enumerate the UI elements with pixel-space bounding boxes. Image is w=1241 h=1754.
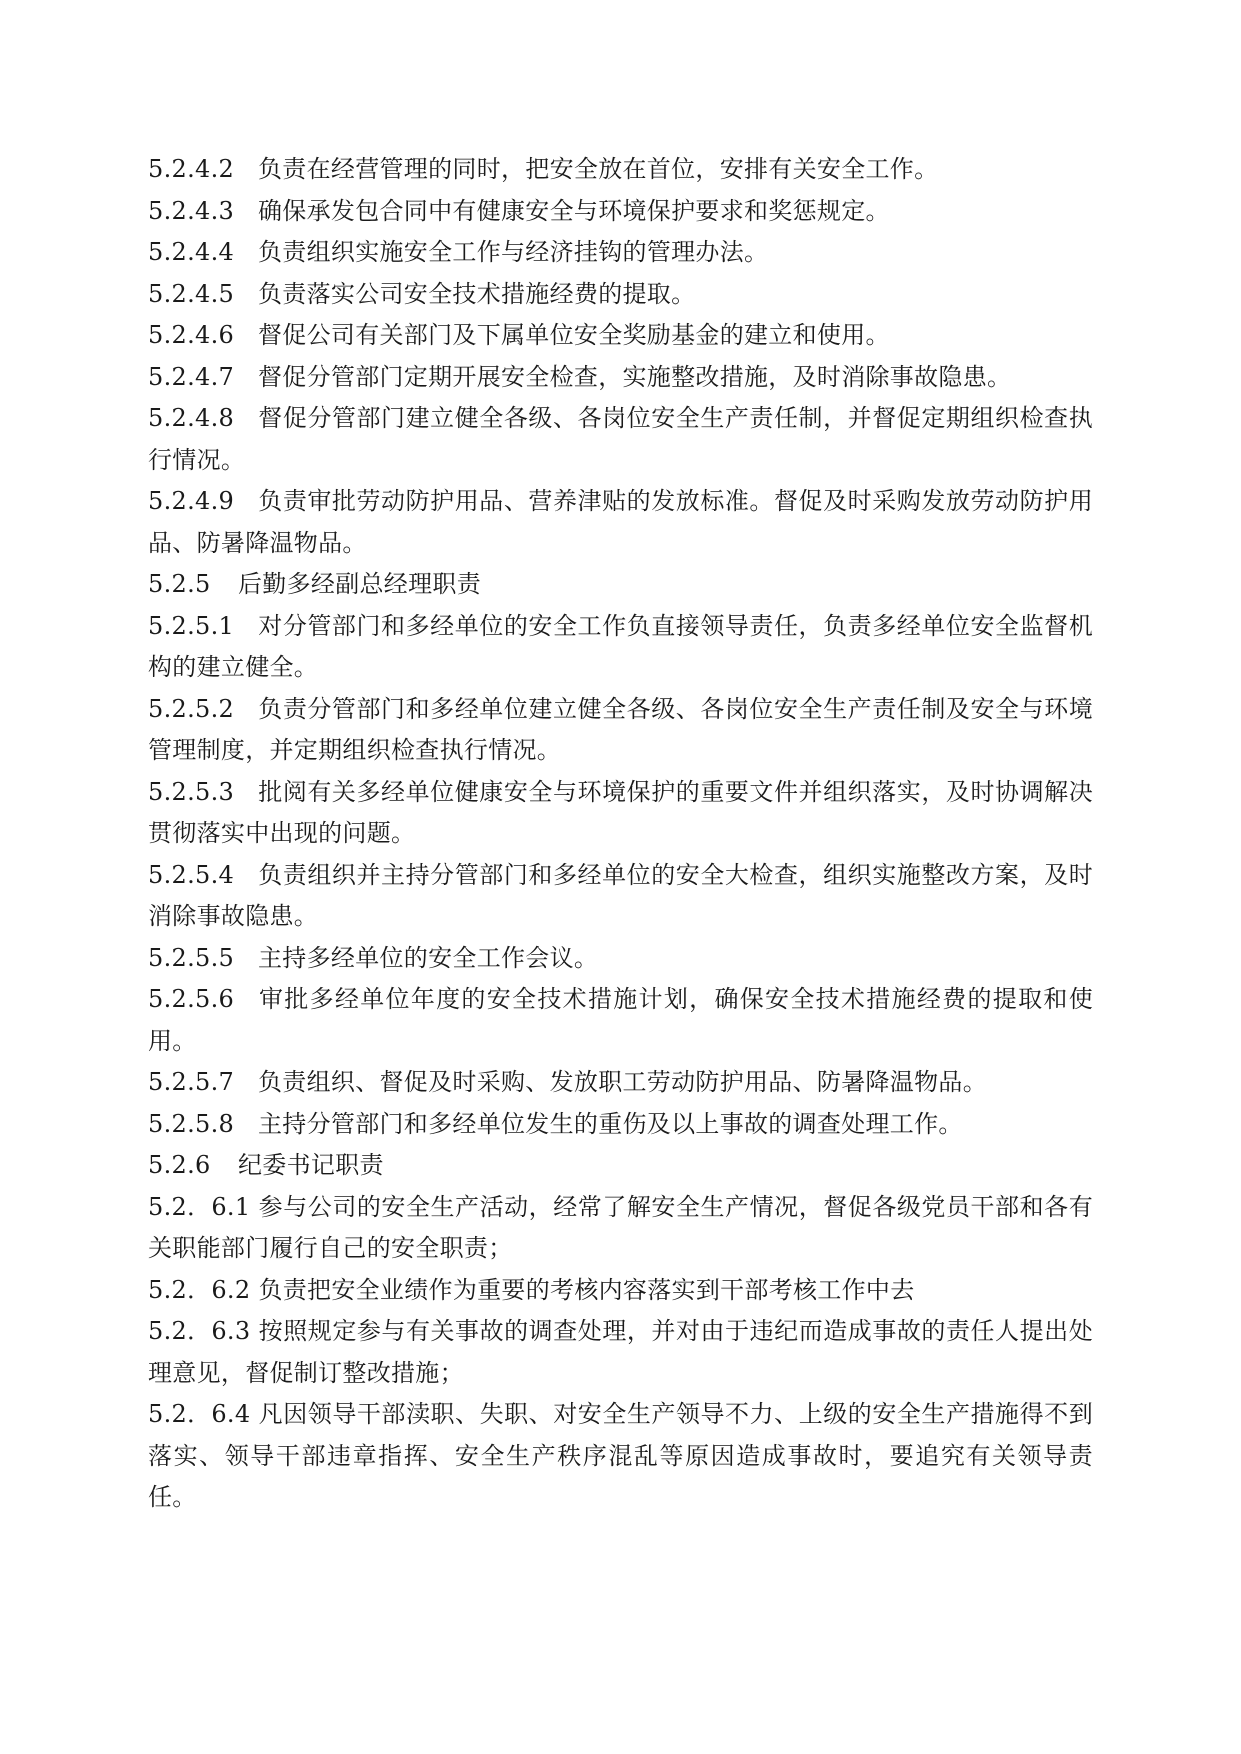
clause-number: 5.2．6.2: [148, 1275, 251, 1304]
clause-5-2-4-7: [148, 357, 1093, 399]
clause-5-2-4-9: [148, 481, 1093, 564]
clause-text: 负责审批劳动防护用品、营养津贴的发放标准。督促及时采购发放劳动防护用品、防暑降温物品。: [148, 487, 1093, 557]
clause-number: 5.2.4.8: [148, 404, 235, 432]
clause-number: 5.2.4.7: [148, 362, 235, 391]
section-number: 5.2.6: [148, 1151, 211, 1179]
clause-number: 5.2.4.2: [148, 155, 235, 183]
clause-5-2-4-6: [148, 315, 1093, 357]
clause-text: 参与公司的安全生产活动，经常了解安全生产情况，督促各级党员干部和各有关职能部门履行自己的安全职责；: [148, 1192, 1093, 1262]
clause-number: 5.2.4.6: [148, 321, 235, 349]
clause-text: 负责把安全业绩作为重要的考核内容落实到干部考核工作中去: [258, 1275, 915, 1304]
clause-number: 5.2.5.6: [148, 985, 235, 1013]
clause-5-2-4-2: [148, 149, 1093, 191]
clause-text: 负责组织并主持分管部门和多经单位的安全大检查，组织实施整改方案，及时消除事故隐患。: [148, 860, 1093, 930]
clause-text: 按照规定参与有关事故的调查处理，并对由于违纪而造成事故的责任人提出处理意见，督促制订整改措施；: [148, 1317, 1093, 1387]
clause-text: 负责在经营管理的同时，把安全放在首位，安排有关安全工作。: [258, 155, 939, 183]
section-number: 5.2.5: [148, 570, 211, 598]
clause-number: 5.2.5.2: [148, 694, 235, 723]
clause-number: 5.2.5.1: [148, 611, 235, 640]
clause-5-2-5-6: [148, 979, 1093, 1062]
clause-text: 主持分管部门和多经单位发生的重伤及以上事故的调查处理工作。: [258, 1109, 963, 1138]
clause-5-2-6-4: [148, 1394, 1093, 1519]
clause-text: 负责分管部门和多经单位建立健全各级、各岗位安全生产责任制及安全与环境管理制度，并定期组织检查执行情况。: [148, 694, 1093, 764]
section-title: 后勤多经副总经理职责: [238, 570, 481, 598]
clause-text: 审批多经单位年度的安全技术措施计划，确保安全技术措施经费的提取和使用。: [148, 985, 1093, 1055]
clause-number: 5.2.5.8: [148, 1109, 235, 1138]
clause-number: 5.2．6.3: [148, 1317, 251, 1345]
clause-number: 5.2.4.4: [148, 238, 235, 266]
clause-5-2-4-5: [148, 274, 1093, 316]
clause-number: 5.2.4.5: [148, 279, 235, 308]
clause-text: 负责组织、督促及时采购、发放职工劳动防护用品、防暑降温物品。: [258, 1068, 987, 1096]
clause-text: 负责组织实施安全工作与经济挂钩的管理办法。: [258, 238, 769, 266]
clause-text: 凡因领导干部渎职、失职、对安全生产领导不力、上级的安全生产措施得不到落实、领导干部违章指挥、安全生产秩序混乱等原因造成事故时，要追究有关领导责任。: [148, 1400, 1093, 1511]
document-body: [148, 149, 1093, 1519]
clause-5-2-6-3: [148, 1311, 1093, 1394]
clause-text: 督促分管部门定期开展安全检查，实施整改措施，及时消除事故隐患。: [258, 362, 1012, 391]
clause-5-2-4-3: [148, 191, 1093, 233]
clause-5-2-5-1: [148, 606, 1093, 689]
clause-5-2-5-2: [148, 689, 1093, 772]
clause-5-2-5-7: [148, 1062, 1093, 1104]
clause-text: 对分管部门和多经单位的安全工作负直接领导责任，负责多经单位安全监督机构的建立健全。: [148, 611, 1093, 681]
clause-number: 5.2.5.7: [148, 1068, 235, 1096]
clause-number: 5.2．6.4: [148, 1400, 251, 1428]
section-heading-5-2-5: [148, 564, 1093, 606]
clause-5-2-4-8: [148, 398, 1093, 481]
clause-text: 确保承发包合同中有健康安全与环境保护要求和奖惩规定。: [258, 196, 890, 225]
clause-5-2-6-2: [148, 1270, 1093, 1312]
section-heading-5-2-6: [148, 1145, 1093, 1187]
clause-text: 督促公司有关部门及下属单位安全奖励基金的建立和使用。: [258, 321, 890, 349]
clause-5-2-6-1: [148, 1187, 1093, 1270]
clause-number: 5.2.5.4: [148, 860, 235, 889]
clause-number: 5.2.5.5: [148, 943, 235, 972]
clause-5-2-5-5: [148, 938, 1093, 980]
clause-5-2-4-4: [148, 232, 1093, 274]
clause-text: 批阅有关多经单位健康安全与环境保护的重要文件并组织落实，及时协调解决贯彻落实中出现的问题。: [148, 777, 1093, 847]
clause-5-2-5-3: [148, 772, 1093, 855]
clause-5-2-5-8: [148, 1104, 1093, 1146]
clause-text: 督促分管部门建立健全各级、各岗位安全生产责任制，并督促定期组织检查执行情况。: [148, 404, 1093, 474]
clause-number: 5.2.5.3: [148, 777, 235, 806]
section-title: 纪委书记职责: [238, 1151, 384, 1179]
clause-number: 5.2．6.1: [148, 1192, 251, 1221]
clause-number: 5.2.4.9: [148, 487, 235, 515]
clause-text: 负责落实公司安全技术措施经费的提取。: [258, 279, 696, 308]
clause-number: 5.2.4.3: [148, 196, 235, 225]
clause-text: 主持多经单位的安全工作会议。: [258, 943, 599, 972]
clause-5-2-5-4: [148, 855, 1093, 938]
